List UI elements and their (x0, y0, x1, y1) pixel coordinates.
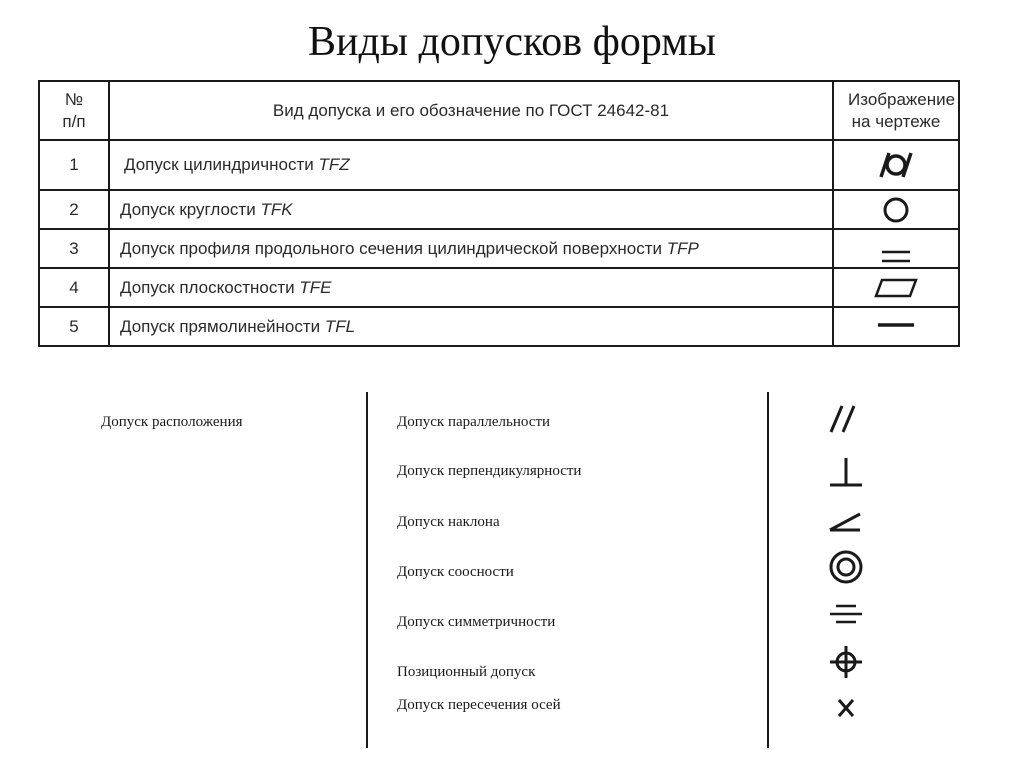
angularity-icon (822, 508, 870, 538)
row-code: TFE (299, 277, 332, 297)
location-item-axis-intersection: Допуск пересечения осей (397, 697, 561, 713)
longitudinal-profile-icon (876, 233, 916, 265)
location-item-angularity: Допуск наклона (397, 514, 500, 530)
cylindricity-icon (875, 149, 917, 181)
row-label: Допуск цилиндричности (124, 155, 319, 174)
header-description: Вид допуска и его обозначение по ГОСТ 24642-81 (109, 81, 833, 140)
page-title: Виды допусков формы (307, 19, 717, 65)
table-row (39, 307, 959, 346)
location-item-position: Позиционный допуск (397, 664, 536, 680)
axis-intersection-icon (822, 694, 870, 724)
location-item-symmetry: Допуск симметричности (397, 614, 556, 630)
row-symbol (833, 140, 959, 190)
table-header-row (39, 81, 959, 140)
row-description (109, 307, 833, 346)
location-item-perpendicularity: Допуск перпендикулярности (397, 463, 582, 479)
row-label: Допуск профиля продольного сечения цилиндрической поверхности (120, 238, 667, 258)
row-description (109, 190, 833, 229)
row-number: 3 (39, 229, 109, 268)
header-num: № п/п (39, 81, 109, 140)
row-description (109, 268, 833, 307)
table-row (39, 268, 959, 307)
divider-left (366, 392, 368, 748)
coaxiality-icon (822, 547, 870, 587)
row-symbol (833, 307, 959, 346)
straightness-icon (874, 317, 918, 337)
parallelism-icon (822, 402, 870, 436)
row-code: TFK (260, 199, 293, 219)
row-number: 4 (39, 268, 109, 307)
row-code: TFP (666, 238, 699, 258)
table-row (39, 140, 959, 190)
row-symbol (833, 268, 959, 307)
table-row (39, 229, 959, 268)
symmetry-icon (822, 600, 870, 630)
row-symbol (833, 190, 959, 229)
location-item-parallelism: Допуск параллельности (397, 414, 551, 430)
row-symbol (833, 229, 959, 268)
header-symbol: Изображение на чертеже (833, 81, 959, 140)
form-tolerance-table (38, 80, 960, 347)
row-label: Допуск прямолинейности (120, 316, 325, 336)
location-tolerance-title: Допуск расположения (101, 414, 243, 430)
location-item-coaxiality: Допуск соосности (397, 564, 514, 580)
row-number: 1 (39, 140, 109, 190)
row-code: TFZ (318, 155, 350, 174)
row-description (109, 140, 833, 190)
flatness-icon (870, 275, 922, 301)
row-description (109, 229, 833, 268)
row-code: TFL (324, 316, 356, 336)
row-label: Допуск плоскостности (120, 277, 300, 297)
table-row (39, 190, 959, 229)
divider-right (767, 392, 769, 748)
roundness-icon (880, 195, 912, 225)
row-label: Допуск круглости (120, 199, 261, 219)
position-icon (822, 643, 870, 681)
row-number: 5 (39, 307, 109, 346)
perpendicularity-icon (822, 454, 870, 490)
row-number: 2 (39, 190, 109, 229)
